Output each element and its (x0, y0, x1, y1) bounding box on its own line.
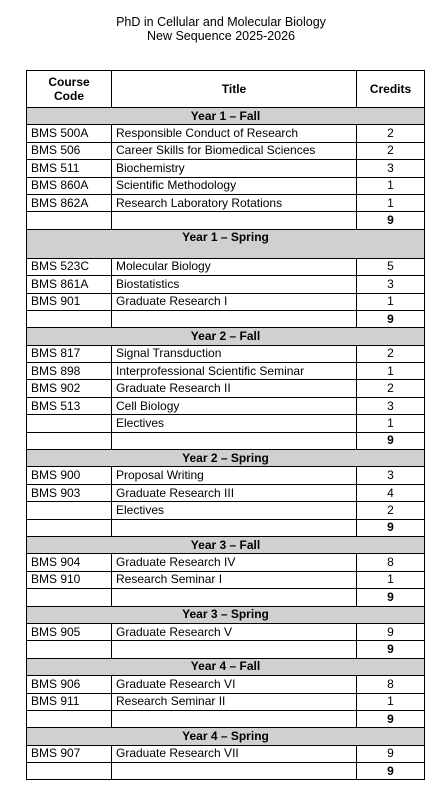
empty-cell (27, 763, 112, 780)
course-title-cell: Graduate Research VII (112, 745, 357, 762)
course-code-cell: BMS 906 (27, 676, 112, 693)
course-code-cell: BMS 500A (27, 125, 112, 142)
section-header-row (27, 728, 425, 745)
header-title: Title (112, 71, 357, 108)
course-title-cell: Career Skills for Biomedical Sciences (112, 142, 357, 159)
table-row (27, 484, 425, 501)
course-code-cell: BMS 902 (27, 380, 112, 397)
course-title-cell: Cell Biology (112, 397, 357, 414)
course-title-cell: Graduate Research IV (112, 554, 357, 571)
table-header-row (27, 71, 425, 108)
section-total-credits: 9 (357, 310, 425, 327)
empty-cell (112, 519, 357, 536)
table-body (27, 108, 425, 780)
course-title-cell: Graduate Research VI (112, 676, 357, 693)
course-code-cell: BMS 898 (27, 363, 112, 380)
empty-cell (27, 212, 112, 229)
course-credits-cell: 2 (357, 380, 425, 397)
course-code-cell: BMS 901 (27, 293, 112, 310)
course-title-cell: Molecular Biology (112, 258, 357, 275)
header-course-code-line2: Code (54, 89, 84, 103)
section-header-label: Year 1 – Spring (27, 229, 425, 258)
course-title-cell: Scientific Methodology (112, 177, 357, 194)
section-total-row (27, 641, 425, 658)
table-row (27, 125, 425, 142)
header-course-code-line1: Course (48, 75, 90, 89)
course-code-cell: BMS 511 (27, 160, 112, 177)
course-code-cell: BMS 900 (27, 467, 112, 484)
course-credits-cell: 8 (357, 554, 425, 571)
empty-cell (112, 763, 357, 780)
course-title-cell: Electives (112, 415, 357, 432)
course-title-cell: Graduate Research III (112, 484, 357, 501)
table-row (27, 397, 425, 414)
section-header-label: Year 2 – Spring (27, 450, 425, 467)
header-course-code (27, 71, 112, 108)
empty-cell (27, 710, 112, 727)
section-total-row (27, 519, 425, 536)
section-total-credits: 9 (357, 641, 425, 658)
course-title-cell: Biochemistry (112, 160, 357, 177)
table-row (27, 502, 425, 519)
course-credits-cell: 2 (357, 125, 425, 142)
course-title-cell: Graduate Research I (112, 293, 357, 310)
section-total-row (27, 212, 425, 229)
course-credits-cell: 8 (357, 676, 425, 693)
empty-cell (27, 641, 112, 658)
course-code-cell: BMS 904 (27, 554, 112, 571)
course-code-cell: BMS 862A (27, 194, 112, 211)
header-credits: Credits (357, 71, 425, 108)
section-header-row (27, 658, 425, 675)
course-title-cell: Graduate Research II (112, 380, 357, 397)
empty-cell (112, 310, 357, 327)
table-row (27, 554, 425, 571)
course-code-cell: BMS 907 (27, 745, 112, 762)
course-credits-cell: 1 (357, 363, 425, 380)
course-credits-cell: 1 (357, 293, 425, 310)
course-title-cell: Research Seminar I (112, 571, 357, 588)
table-row (27, 380, 425, 397)
table-row (27, 415, 425, 432)
section-header-row (27, 108, 425, 125)
section-header-label: Year 4 – Fall (27, 658, 425, 675)
empty-cell (112, 710, 357, 727)
course-code-cell: BMS 861A (27, 276, 112, 293)
empty-cell (27, 432, 112, 449)
section-total-row (27, 432, 425, 449)
table-row (27, 160, 425, 177)
course-title-cell: Electives (112, 502, 357, 519)
table-row (27, 363, 425, 380)
course-credits-cell: 1 (357, 194, 425, 211)
course-code-cell: BMS 911 (27, 693, 112, 710)
course-credits-cell: 9 (357, 623, 425, 640)
empty-cell (27, 589, 112, 606)
empty-cell (27, 310, 112, 327)
section-total-credits: 9 (357, 432, 425, 449)
section-header-row (27, 536, 425, 553)
empty-cell (112, 641, 357, 658)
course-title-cell: Proposal Writing (112, 467, 357, 484)
course-credits-cell: 1 (357, 571, 425, 588)
course-code-cell: BMS 523C (27, 258, 112, 275)
table-row (27, 676, 425, 693)
empty-cell (112, 589, 357, 606)
section-header-label: Year 3 – Fall (27, 536, 425, 553)
course-code-cell: BMS 860A (27, 177, 112, 194)
table-row (27, 258, 425, 275)
empty-cell (112, 432, 357, 449)
course-credits-cell: 3 (357, 160, 425, 177)
table-row (27, 745, 425, 762)
table-row (27, 142, 425, 159)
course-sequence-table (26, 70, 425, 780)
section-header-label: Year 2 – Fall (27, 328, 425, 345)
section-total-credits: 9 (357, 763, 425, 780)
table-row (27, 467, 425, 484)
course-title-cell: Signal Transduction (112, 345, 357, 362)
course-credits-cell: 1 (357, 415, 425, 432)
course-code-cell: BMS 513 (27, 397, 112, 414)
table-row (27, 623, 425, 640)
empty-cell (27, 519, 112, 536)
course-credits-cell: 1 (357, 693, 425, 710)
course-credits-cell: 1 (357, 177, 425, 194)
course-title-cell: Interprofessional Scientific Seminar (112, 363, 357, 380)
section-header-label: Year 3 – Spring (27, 606, 425, 623)
course-credits-cell: 5 (357, 258, 425, 275)
course-code-cell (27, 415, 112, 432)
section-total-credits: 9 (357, 212, 425, 229)
table-row (27, 276, 425, 293)
course-code-cell: BMS 905 (27, 623, 112, 640)
section-total-row (27, 763, 425, 780)
course-credits-cell: 4 (357, 484, 425, 501)
table-row (27, 571, 425, 588)
section-total-row (27, 589, 425, 606)
course-title-cell: Research Seminar II (112, 693, 357, 710)
course-code-cell: BMS 817 (27, 345, 112, 362)
section-header-row (27, 606, 425, 623)
course-credits-cell: 2 (357, 345, 425, 362)
section-header-row (27, 450, 425, 467)
empty-cell (112, 212, 357, 229)
section-header-label: Year 4 – Spring (27, 728, 425, 745)
table-row (27, 293, 425, 310)
course-credits-cell: 3 (357, 397, 425, 414)
course-title-cell: Responsible Conduct of Research (112, 125, 357, 142)
section-total-row (27, 710, 425, 727)
course-credits-cell: 2 (357, 142, 425, 159)
course-code-cell: BMS 910 (27, 571, 112, 588)
document-title-block (0, 15, 442, 43)
section-header-row (27, 328, 425, 345)
section-header-row (27, 229, 425, 258)
document-subtitle: New Sequence 2025-2026 (146, 29, 296, 43)
course-credits-cell: 3 (357, 276, 425, 293)
course-title-cell: Biostatistics (112, 276, 357, 293)
course-credits-cell: 9 (357, 745, 425, 762)
course-title-cell: Graduate Research V (112, 623, 357, 640)
section-total-credits: 9 (357, 519, 425, 536)
table-row (27, 345, 425, 362)
table-row (27, 693, 425, 710)
course-code-cell: BMS 506 (27, 142, 112, 159)
section-total-credits: 9 (357, 589, 425, 606)
course-code-cell: BMS 903 (27, 484, 112, 501)
course-code-cell (27, 502, 112, 519)
section-header-label: Year 1 – Fall (27, 108, 425, 125)
document-title: PhD in Cellular and Molecular Biology (116, 15, 326, 29)
course-credits-cell: 2 (357, 502, 425, 519)
table-row (27, 194, 425, 211)
table-row (27, 177, 425, 194)
section-total-credits: 9 (357, 710, 425, 727)
section-total-row (27, 310, 425, 327)
course-credits-cell: 3 (357, 467, 425, 484)
course-title-cell: Research Laboratory Rotations (112, 194, 357, 211)
